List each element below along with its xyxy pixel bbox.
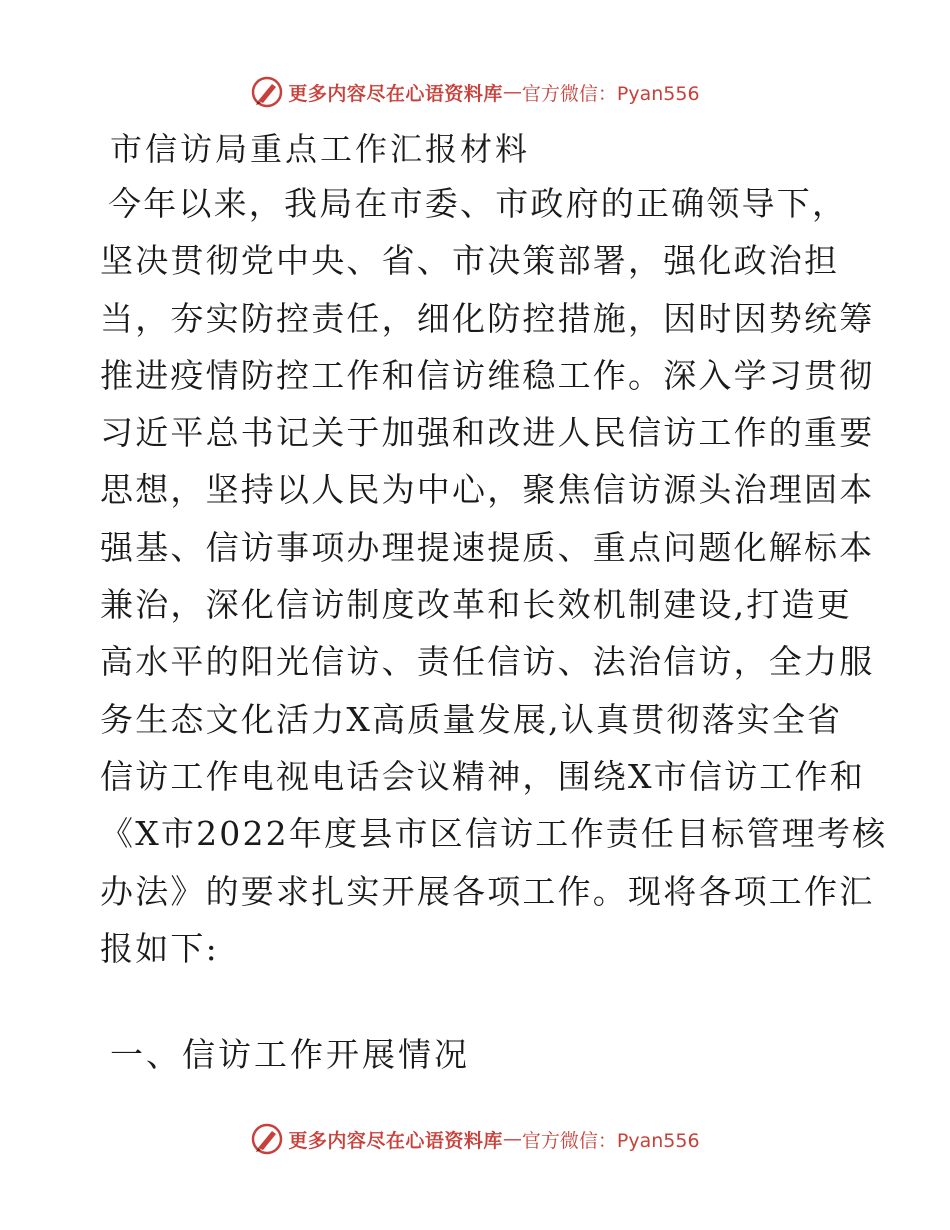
section-heading: 一、信访工作开展情况 [110, 1035, 470, 1074]
paragraph-line: 《X市2022年度县市区信访工作责任目标管理考核 [100, 814, 888, 854]
pen-logo-icon [250, 1122, 284, 1156]
watermark-header [0, 72, 950, 112]
watermark-contact: 官方微信：Pyan556 [521, 1129, 700, 1152]
paragraph-line: 思想，坚持以人民为中心，聚焦信访源头治理固本 [100, 470, 875, 510]
watermark-separator: — [502, 81, 522, 103]
paragraph-line: 报如下: [100, 928, 219, 968]
watermark-separator: — [502, 1128, 522, 1150]
paragraph-line: 高水平的阳光信访、责任信访、法治信访，全力服 [100, 642, 875, 682]
paragraph-line: 今年以来，我局在市委、市政府的正确领导下， [108, 184, 848, 223]
watermark-text: 更多内容尽在心语资料库 [288, 1129, 503, 1152]
paragraph-line: 当，夯实防控责任，细化防控措施，因时因势统筹 [100, 298, 875, 338]
pen-logo-icon [250, 75, 284, 109]
paragraph-line: 办法》的要求扎实开展各项工作。现将各项工作汇 [100, 871, 875, 911]
paragraph-line: 信访工作电视电话会议精神，围绕X市信访工作和 [100, 756, 865, 796]
document-title: 市信访局重点工作汇报材料 [110, 130, 531, 168]
paragraph-line: 推进疫情防控工作和信访维稳工作。深入学习贯彻 [100, 355, 875, 395]
paragraph-line: 强基、信访事项办理提速提质、重点问题化解标本 [100, 527, 875, 567]
watermark-footer [0, 1119, 950, 1159]
watermark-contact: 官方微信：Pyan556 [521, 82, 700, 105]
paragraph-line: 坚决贯彻党中央、省、市决策部署，强化政治担 [100, 241, 840, 281]
paragraph-line: 务生态文化活力X高质量发展,认真贯彻落实全省 [100, 699, 843, 739]
watermark-text: 更多内容尽在心语资料库 [288, 82, 503, 105]
paragraph-line: 兼治，深化信访制度改革和长效机制建设,打造更 [100, 585, 852, 625]
paragraph-line: 习近平总书记关于加强和改进人民信访工作的重要 [100, 413, 875, 453]
document-paragraph [100, 175, 888, 977]
